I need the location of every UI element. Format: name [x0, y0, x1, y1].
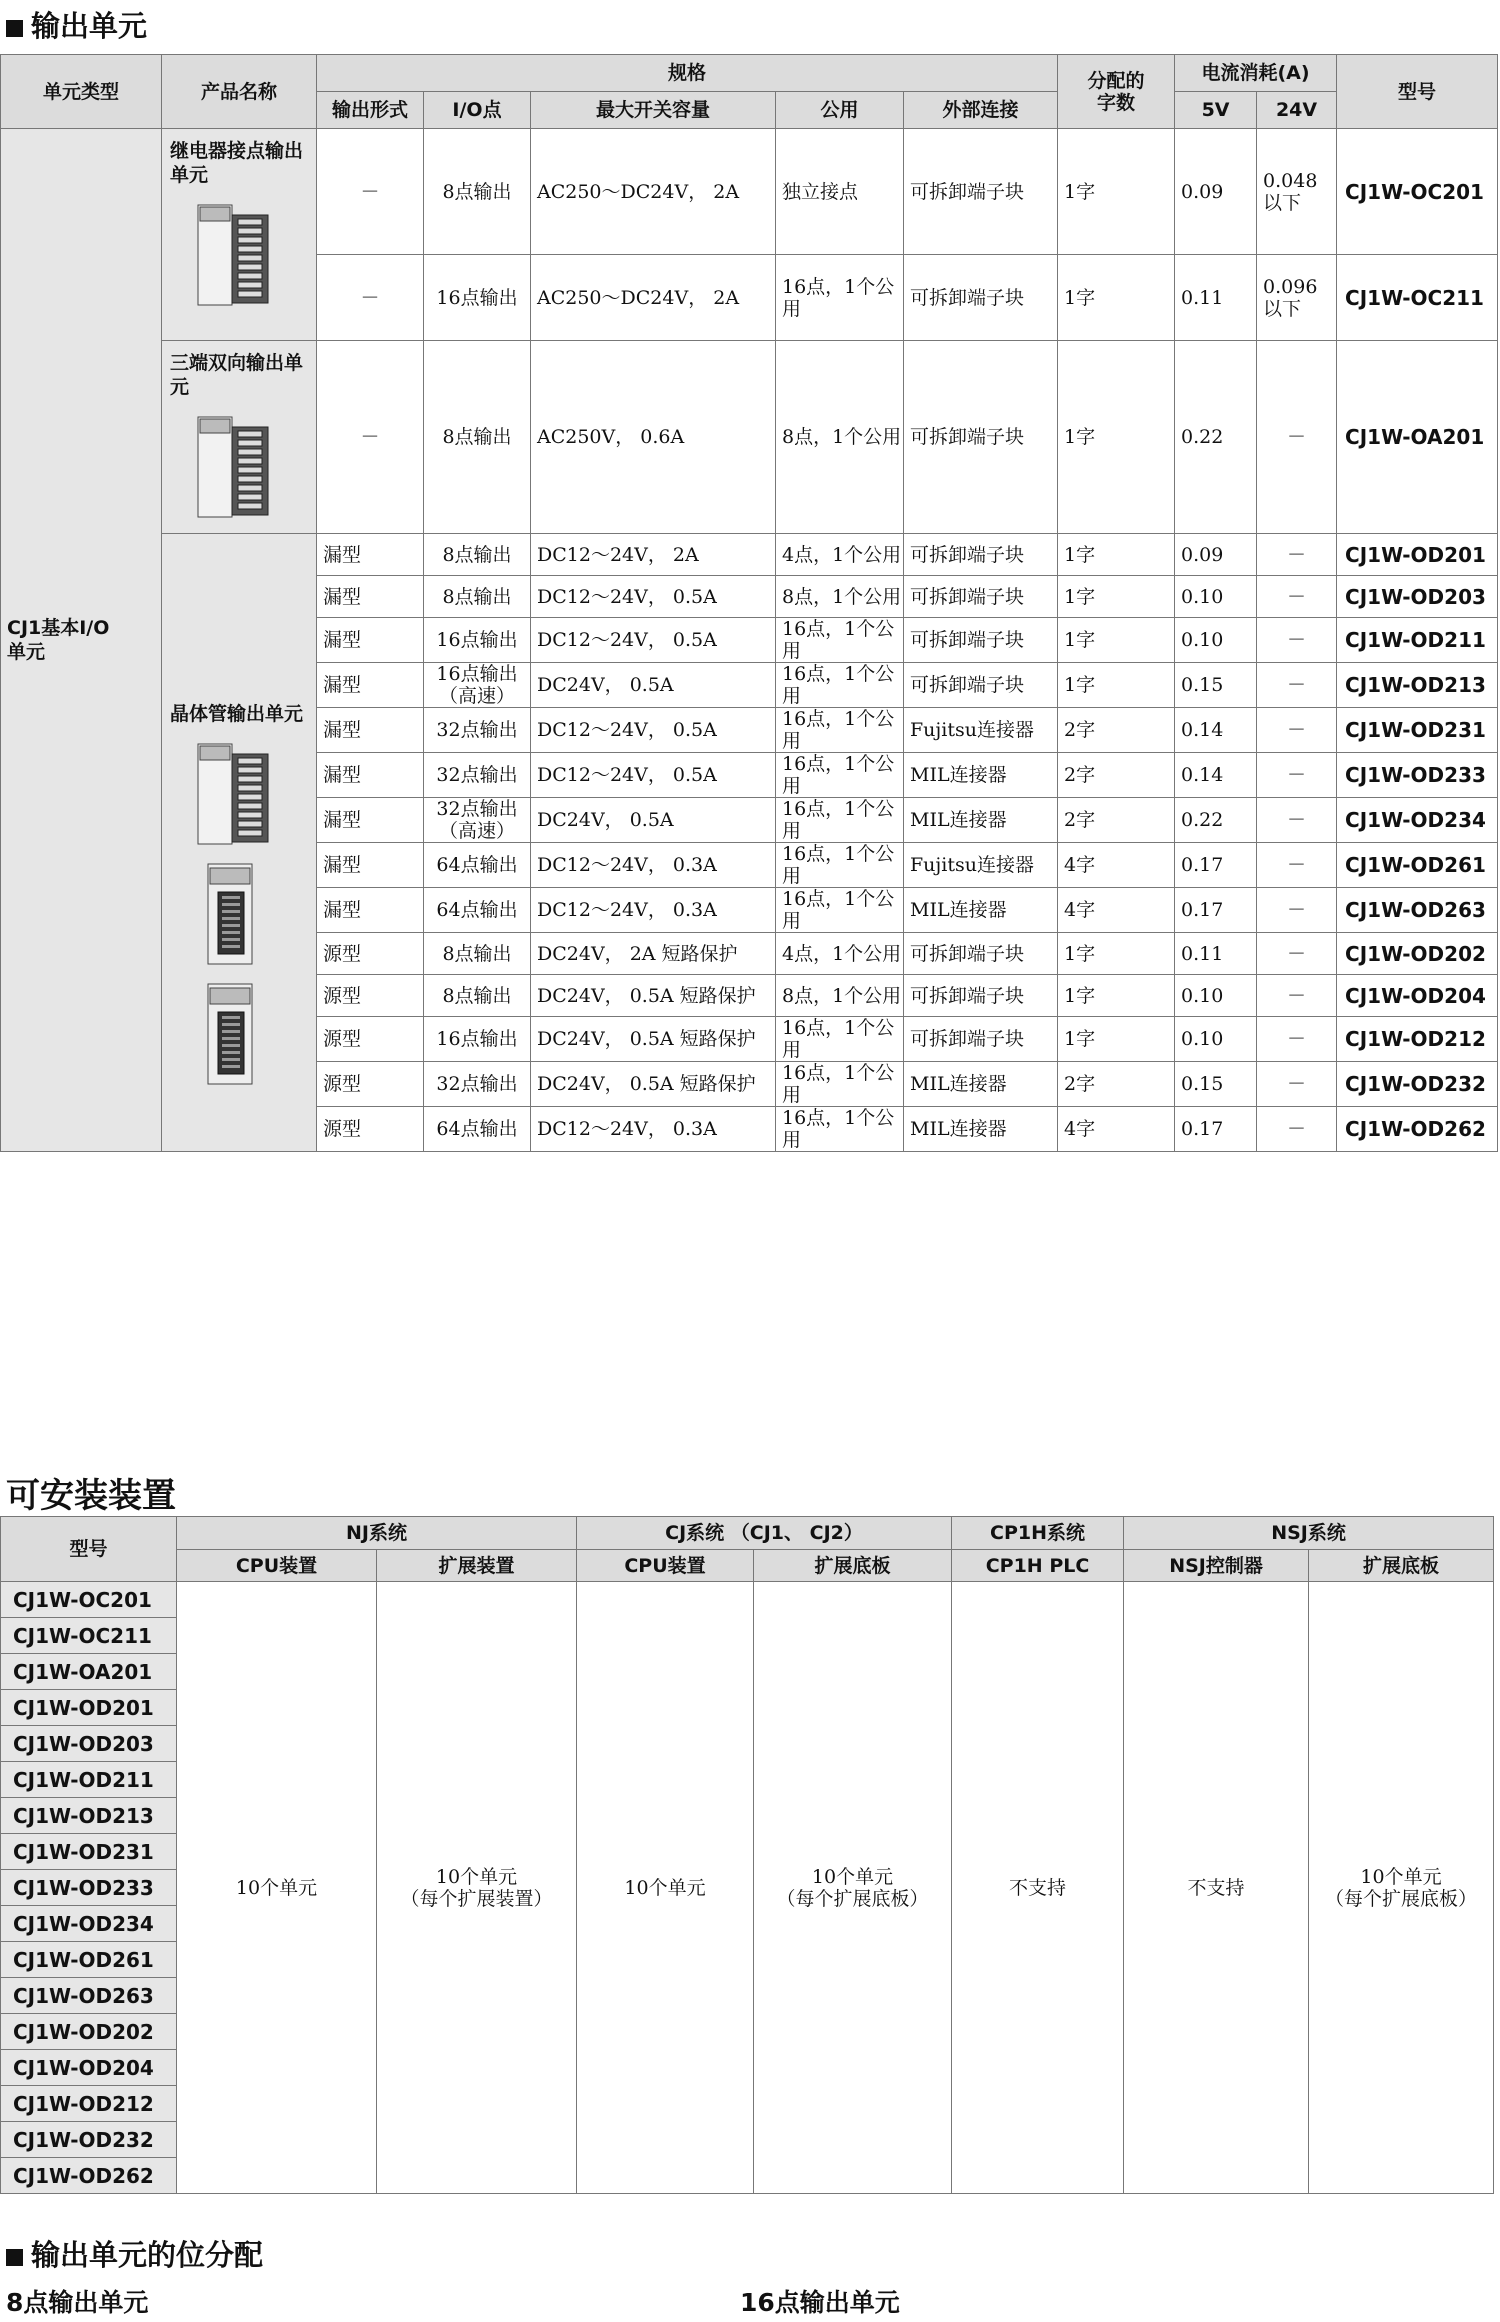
current-5v-cell: 0.10	[1175, 576, 1257, 618]
io-points-cell: 8点输出	[424, 129, 531, 255]
subtitle-16-point-output: 16点输出单元	[740, 2288, 900, 2317]
unit-type-cell: CJ1基本I/O单元	[1, 129, 162, 1152]
max-switch-cell: DC12～24V， 0.5A	[531, 618, 776, 663]
ext-conn-cell: 可拆卸端子块	[904, 341, 1058, 534]
alloc-words-cell: 1字	[1058, 618, 1175, 663]
current-24v-cell: －	[1257, 933, 1337, 975]
subtitle-8-point-output: 8点输出单元	[6, 2288, 149, 2317]
table-row	[1, 534, 1498, 576]
alloc-words-cell: 2字	[1058, 798, 1175, 843]
ext-conn-cell: 可拆卸端子块	[904, 663, 1058, 708]
current-24v-cell: 0.048以下	[1257, 129, 1337, 255]
max-switch-cell: DC24V， 0.5A	[531, 663, 776, 708]
alloc-words-cell: 1字	[1058, 255, 1175, 341]
model-cell: CJ1W-OD234	[1337, 798, 1498, 843]
current-5v-cell: 0.17	[1175, 843, 1257, 888]
header-ext-conn: 外部连接	[904, 92, 1058, 129]
model-cell: CJ1W-OD262	[1337, 1107, 1498, 1152]
current-5v-cell: 0.14	[1175, 753, 1257, 798]
max-switch-cell: DC12～24V， 0.3A	[531, 1107, 776, 1152]
cp1h-cell: 不支持	[952, 1582, 1124, 2194]
io-points-cell: 32点输出	[424, 708, 531, 753]
terminal-block-module-icon	[192, 413, 274, 523]
io-points-cell: 64点输出	[424, 888, 531, 933]
common-cell: 16点，1个公用	[776, 1062, 904, 1107]
square-bullet-icon	[6, 20, 23, 37]
current-5v-cell: 0.22	[1175, 798, 1257, 843]
current-5v-cell: 0.11	[1175, 933, 1257, 975]
output-form-cell: 漏型	[317, 708, 424, 753]
ext-conn-cell: Fujitsu连接器	[904, 708, 1058, 753]
output-units-table	[0, 54, 1498, 1152]
current-24v-cell: －	[1257, 753, 1337, 798]
header-model: 型号	[1337, 55, 1498, 129]
t2-header-model: 型号	[1, 1517, 177, 1582]
header-max-switch: 最大开关容量	[531, 92, 776, 129]
alloc-words-cell: 1字	[1058, 576, 1175, 618]
common-cell: 8点，1个公用	[776, 975, 904, 1017]
current-24v-cell: 0.096以下	[1257, 255, 1337, 341]
model-cell: CJ1W-OA201	[1337, 341, 1498, 534]
alloc-words-cell: 2字	[1058, 1062, 1175, 1107]
current-5v-cell: 0.09	[1175, 129, 1257, 255]
model-cell: CJ1W-OD203	[1337, 576, 1498, 618]
t2-header-cp1h-plc: CP1H PLC	[952, 1550, 1124, 1582]
max-switch-cell: DC24V， 0.5A 短路保护	[531, 975, 776, 1017]
section-title-output-units: 输出单元	[6, 4, 147, 45]
common-cell: 16点，1个公用	[776, 663, 904, 708]
model-cell: CJ1W-OD212	[1337, 1017, 1498, 1062]
ext-conn-cell: MIL连接器	[904, 1062, 1058, 1107]
output-form-cell: 漏型	[317, 534, 424, 576]
alloc-words-cell: 1字	[1058, 975, 1175, 1017]
nj-cpu-cell: 10个单元	[177, 1582, 377, 2194]
current-24v-cell: －	[1257, 341, 1337, 534]
common-cell: 16点，1个公用	[776, 843, 904, 888]
model-cell: CJ1W-OD231	[1337, 708, 1498, 753]
nsj-ctrl-cell: 不支持	[1124, 1582, 1309, 2194]
model-cell: CJ1W-OD211	[1337, 618, 1498, 663]
product-group-name: 继电器接点输出单元	[170, 140, 304, 186]
max-switch-cell: DC24V， 0.5A 短路保护	[531, 1062, 776, 1107]
model-cell: CJ1W-OC201	[1337, 129, 1498, 255]
model-cell: CJ1W-OD202	[1337, 933, 1498, 975]
device-model-cell: CJ1W-OD261	[1, 1942, 177, 1978]
max-switch-cell: DC12～24V， 2A	[531, 534, 776, 576]
section-title-mountable-devices: 可安装装置	[6, 1476, 176, 1516]
common-cell: 16点，1个公用	[776, 1107, 904, 1152]
device-model-cell: CJ1W-OD202	[1, 2014, 177, 2050]
io-points-cell: 8点输出	[424, 975, 531, 1017]
device-model-cell: CJ1W-OC211	[1, 1618, 177, 1654]
current-24v-cell: －	[1257, 534, 1337, 576]
device-model-cell: CJ1W-OD263	[1, 1978, 177, 2014]
current-5v-cell: 0.10	[1175, 618, 1257, 663]
t2-header-nj-exp: 扩展装置	[377, 1550, 577, 1582]
cj-exp-cell: 10个单元 （每个扩展底板）	[754, 1582, 952, 2194]
io-points-cell: 64点输出	[424, 843, 531, 888]
ext-conn-cell: MIL连接器	[904, 888, 1058, 933]
model-cell: CJ1W-OD263	[1337, 888, 1498, 933]
alloc-words-cell: 1字	[1058, 933, 1175, 975]
ext-conn-cell: 可拆卸端子块	[904, 618, 1058, 663]
io-points-cell: 32点输出	[424, 1062, 531, 1107]
output-form-cell: 源型	[317, 1062, 424, 1107]
model-cell: CJ1W-OD213	[1337, 663, 1498, 708]
product-group-name: 晶体管输出单元	[170, 703, 304, 725]
common-cell: 16点，1个公用	[776, 708, 904, 753]
device-model-cell: CJ1W-OA201	[1, 1654, 177, 1690]
model-cell: CJ1W-OD261	[1337, 843, 1498, 888]
nsj-exp-cell: 10个单元 （每个扩展底板）	[1309, 1582, 1494, 2194]
io-points-cell: 8点输出	[424, 341, 531, 534]
device-model-cell: CJ1W-OD232	[1, 2122, 177, 2158]
max-switch-cell: AC250V， 0.6A	[531, 341, 776, 534]
header-24v: 24V	[1257, 92, 1337, 129]
t2-header-cj-exp: 扩展底板	[754, 1550, 952, 1582]
current-5v-cell: 0.15	[1175, 663, 1257, 708]
common-cell: 16点，1个公用	[776, 618, 904, 663]
ext-conn-cell: 可拆卸端子块	[904, 534, 1058, 576]
max-switch-cell: AC250～DC24V， 2A	[531, 255, 776, 341]
header-spec: 规格	[317, 55, 1058, 92]
device-model-cell: CJ1W-OD213	[1, 1798, 177, 1834]
square-bullet-icon	[6, 2249, 23, 2266]
common-cell: 4点，1个公用	[776, 933, 904, 975]
current-24v-cell: －	[1257, 576, 1337, 618]
device-model-cell: CJ1W-OD234	[1, 1906, 177, 1942]
io-points-cell: 16点输出	[424, 255, 531, 341]
current-5v-cell: 0.10	[1175, 975, 1257, 1017]
common-cell: 16点，1个公用	[776, 888, 904, 933]
alloc-words-cell: 2字	[1058, 708, 1175, 753]
alloc-words-cell: 4字	[1058, 888, 1175, 933]
io-points-cell: 8点输出	[424, 933, 531, 975]
header-product-name: 产品名称	[162, 55, 317, 129]
max-switch-cell: DC12～24V， 0.3A	[531, 888, 776, 933]
current-5v-cell: 0.11	[1175, 255, 1257, 341]
table-row	[1, 1582, 1494, 1618]
ext-conn-cell: MIL连接器	[904, 1107, 1058, 1152]
nj-exp-cell: 10个单元 （每个扩展装置）	[377, 1582, 577, 2194]
ext-conn-cell: MIL连接器	[904, 753, 1058, 798]
current-24v-cell: －	[1257, 888, 1337, 933]
product-group-cell	[162, 129, 317, 341]
output-form-cell: －	[317, 129, 424, 255]
header-current: 电流消耗(A)	[1175, 55, 1337, 92]
common-cell: 16点，1个公用	[776, 255, 904, 341]
io-points-cell: 8点输出	[424, 576, 531, 618]
current-24v-cell: －	[1257, 708, 1337, 753]
current-5v-cell: 0.17	[1175, 1107, 1257, 1152]
current-24v-cell: －	[1257, 618, 1337, 663]
output-form-cell: 漏型	[317, 618, 424, 663]
model-cell: CJ1W-OD233	[1337, 753, 1498, 798]
max-switch-cell: AC250～DC24V， 2A	[531, 129, 776, 255]
current-5v-cell: 0.17	[1175, 888, 1257, 933]
terminal-block-module-icon	[192, 740, 274, 850]
io-points-cell: 16点输出	[424, 1017, 531, 1062]
ext-conn-cell: 可拆卸端子块	[904, 576, 1058, 618]
output-form-cell: 漏型	[317, 888, 424, 933]
output-form-cell: 源型	[317, 975, 424, 1017]
ext-conn-cell: 可拆卸端子块	[904, 933, 1058, 975]
section-title-bit-allocation: 输出单元的位分配	[6, 2233, 263, 2274]
t2-header-cj: CJ系统 （CJ1、 CJ2）	[577, 1517, 952, 1550]
alloc-words-cell: 1字	[1058, 341, 1175, 534]
output-form-cell: 漏型	[317, 798, 424, 843]
io-points-cell: 16点输出（高速）	[424, 663, 531, 708]
output-form-cell: 源型	[317, 933, 424, 975]
device-model-cell: CJ1W-OD212	[1, 2086, 177, 2122]
header-unit-type: 单元类型	[1, 55, 162, 129]
t2-header-nsj-exp: 扩展底板	[1309, 1550, 1494, 1582]
current-24v-cell: －	[1257, 1107, 1337, 1152]
t2-header-nj: NJ系统	[177, 1517, 577, 1550]
current-24v-cell: －	[1257, 843, 1337, 888]
device-model-cell: CJ1W-OD262	[1, 2158, 177, 2194]
model-cell: CJ1W-OC211	[1337, 255, 1498, 341]
common-cell: 8点，1个公用	[776, 576, 904, 618]
ext-conn-cell: 可拆卸端子块	[904, 1017, 1058, 1062]
model-cell: CJ1W-OD232	[1337, 1062, 1498, 1107]
io-points-cell: 16点输出	[424, 618, 531, 663]
ext-conn-cell: MIL连接器	[904, 798, 1058, 843]
current-5v-cell: 0.22	[1175, 341, 1257, 534]
t2-header-cj-cpu: CPU装置	[577, 1550, 754, 1582]
ext-conn-cell: Fujitsu连接器	[904, 843, 1058, 888]
alloc-words-cell: 4字	[1058, 843, 1175, 888]
common-cell: 16点，1个公用	[776, 753, 904, 798]
output-form-cell: 漏型	[317, 753, 424, 798]
alloc-words-cell: 2字	[1058, 753, 1175, 798]
header-io-points: I/O点	[424, 92, 531, 129]
device-model-cell: CJ1W-OD231	[1, 1834, 177, 1870]
max-switch-cell: DC12～24V， 0.5A	[531, 576, 776, 618]
current-5v-cell: 0.15	[1175, 1062, 1257, 1107]
ext-conn-cell: 可拆卸端子块	[904, 975, 1058, 1017]
common-cell: 16点，1个公用	[776, 1017, 904, 1062]
alloc-words-cell: 1字	[1058, 663, 1175, 708]
t2-header-nsj-ctrl: NSJ控制器	[1124, 1550, 1309, 1582]
current-24v-cell: －	[1257, 975, 1337, 1017]
t2-header-cp1h: CP1H系统	[952, 1517, 1124, 1550]
common-cell: 4点，1个公用	[776, 534, 904, 576]
model-cell: CJ1W-OD201	[1337, 534, 1498, 576]
output-form-cell: 漏型	[317, 663, 424, 708]
device-model-cell: CJ1W-OC201	[1, 1582, 177, 1618]
alloc-words-cell: 1字	[1058, 1017, 1175, 1062]
connector-module-icon	[192, 980, 274, 1090]
header-output-form: 输出形式	[317, 92, 424, 129]
output-form-cell: 源型	[317, 1017, 424, 1062]
table-row	[1, 341, 1498, 534]
common-cell: 8点，1个公用	[776, 341, 904, 534]
current-5v-cell: 0.10	[1175, 1017, 1257, 1062]
common-cell: 16点，1个公用	[776, 798, 904, 843]
max-switch-cell: DC12～24V， 0.3A	[531, 843, 776, 888]
io-points-cell: 64点输出	[424, 1107, 531, 1152]
device-model-cell: CJ1W-OD204	[1, 2050, 177, 2086]
model-cell: CJ1W-OD204	[1337, 975, 1498, 1017]
ext-conn-cell: 可拆卸端子块	[904, 129, 1058, 255]
io-points-cell: 32点输出（高速）	[424, 798, 531, 843]
product-group-cell	[162, 534, 317, 1152]
t2-header-nsj: NSJ系统	[1124, 1517, 1494, 1550]
io-points-cell: 8点输出	[424, 534, 531, 576]
max-switch-cell: DC24V， 0.5A 短路保护	[531, 1017, 776, 1062]
product-group-name: 三端双向输出单元	[170, 352, 304, 398]
alloc-words-cell: 1字	[1058, 534, 1175, 576]
header-alloc-words: 分配的字数	[1058, 55, 1175, 129]
output-form-cell: 漏型	[317, 576, 424, 618]
alloc-words-cell: 4字	[1058, 1107, 1175, 1152]
current-24v-cell: －	[1257, 1017, 1337, 1062]
max-switch-cell: DC12～24V， 0.5A	[531, 753, 776, 798]
product-group-cell	[162, 341, 317, 534]
device-model-cell: CJ1W-OD211	[1, 1762, 177, 1798]
device-model-cell: CJ1W-OD201	[1, 1690, 177, 1726]
header-common: 公用	[776, 92, 904, 129]
ext-conn-cell: 可拆卸端子块	[904, 255, 1058, 341]
output-form-cell: －	[317, 341, 424, 534]
header-5v: 5V	[1175, 92, 1257, 129]
common-cell: 独立接点	[776, 129, 904, 255]
table-row	[1, 129, 1498, 255]
current-5v-cell: 0.09	[1175, 534, 1257, 576]
output-form-cell: －	[317, 255, 424, 341]
alloc-words-cell: 1字	[1058, 129, 1175, 255]
current-24v-cell: －	[1257, 798, 1337, 843]
output-form-cell: 源型	[317, 1107, 424, 1152]
current-24v-cell: －	[1257, 1062, 1337, 1107]
max-switch-cell: DC12～24V， 0.5A	[531, 708, 776, 753]
device-model-cell: CJ1W-OD233	[1, 1870, 177, 1906]
connector-module-icon	[192, 860, 274, 970]
current-24v-cell: －	[1257, 663, 1337, 708]
max-switch-cell: DC24V， 0.5A	[531, 798, 776, 843]
t2-header-nj-cpu: CPU装置	[177, 1550, 377, 1582]
current-5v-cell: 0.14	[1175, 708, 1257, 753]
output-form-cell: 漏型	[317, 843, 424, 888]
max-switch-cell: DC24V， 2A 短路保护	[531, 933, 776, 975]
device-model-cell: CJ1W-OD203	[1, 1726, 177, 1762]
io-points-cell: 32点输出	[424, 753, 531, 798]
mountable-devices-table	[0, 1516, 1494, 2194]
cj-cpu-cell: 10个单元	[577, 1582, 754, 2194]
terminal-block-module-icon	[192, 201, 274, 311]
